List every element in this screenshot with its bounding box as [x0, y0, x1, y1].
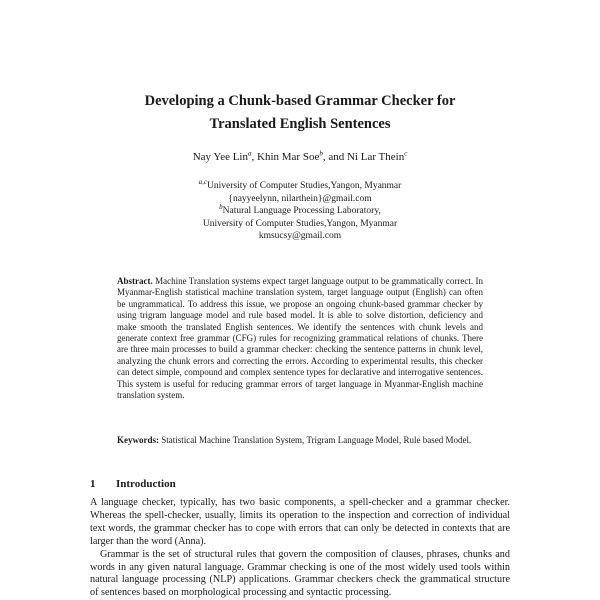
keywords-text: Statistical Machine Translation System, Trigram Language Model, Rule based Model. [159, 435, 472, 445]
keywords [117, 435, 483, 446]
author-mark: a [248, 149, 252, 158]
author-name: Nay Yee Lin [192, 151, 248, 163]
abstract-label: Abstract. [117, 276, 153, 286]
author-name: Ni Lar Thein [346, 151, 405, 163]
affiliations [0, 177, 600, 243]
affiliation-email: kmsucsy@gmail.com [258, 231, 342, 241]
author-separator: , [251, 151, 257, 163]
affiliation-mark: b [219, 202, 223, 211]
author-mark: b [319, 149, 323, 158]
author-mark: c [404, 149, 408, 158]
affiliation-line: $^b$Natural Language Processing Laboratory, [219, 202, 381, 216]
affiliation-email: {nayyeelynn, nilarthein}@gmail.com [228, 193, 372, 204]
section-title: Introduction [116, 478, 176, 490]
section-body [90, 497, 510, 600]
author-list [0, 150, 600, 164]
title-line-1: Developing a Chunk-based Grammar Checker for [144, 93, 456, 109]
section-number: 1 [90, 478, 96, 490]
paragraph: Grammar is the set of structural rules that govern the composition of clauses, phrases, chunks and words in any given natural language. Grammar checking is one of the most widely used tools within natural language processing (NLP) applications. Grammar checkers check the grammatical structure of sentences based on morphological processing and syntactic processing. [90, 548, 510, 599]
affiliation-line: University of Computer Studies,Yangon, Myanmar [202, 218, 398, 229]
affiliation-line: $^{a,c}$University of Computer Studies,Yangon, Myanmar [198, 177, 402, 191]
affiliation-mark: a,c [198, 177, 208, 186]
author-separator: , and [322, 151, 347, 163]
paragraph: A language checker, typically, has two basic components, a spell-checker and a grammar checker. Whereas the spell-checker, usually, limits its operation to the inspection and correction of individual text words, the grammar checker has to cope with errors that can only be detected in contexts that are larger than the word (Anna). [90, 497, 510, 547]
author-name: Khin Mar Soe [257, 151, 320, 163]
section-heading [90, 477, 176, 491]
abstract-text: Machine Translation systems expect target language output to be grammatically correct. In Myanmar-English statistical machine translation system, target language output (English) can often be ungrammatical. To address this issue, we propose an ongoing chunk-based grammar checker by using trigram language model and rule based model. It is able to solve distortion, deficiency and make smooth the translated English sentences. We identify the sentences with chunk levels and generate context free grammar (CFG) rules for recognizing grammatical relations of chunks. There are three main processes to build a grammar checker: checking the sentence patterns in chunk level, analyzing the chunk errors and correcting the errors. According to experimental results, this checker can detect simple, compound and complex sentence types for declarative and interrogative sentences. This system is useful for reducing grammar errors of target language in Myanmar-English machine translation system. [117, 276, 483, 401]
keywords-label: Keywords: [117, 435, 159, 445]
paper-title [0, 90, 600, 136]
abstract [117, 276, 483, 401]
title-line-2: Translated English Sentences [209, 116, 391, 132]
